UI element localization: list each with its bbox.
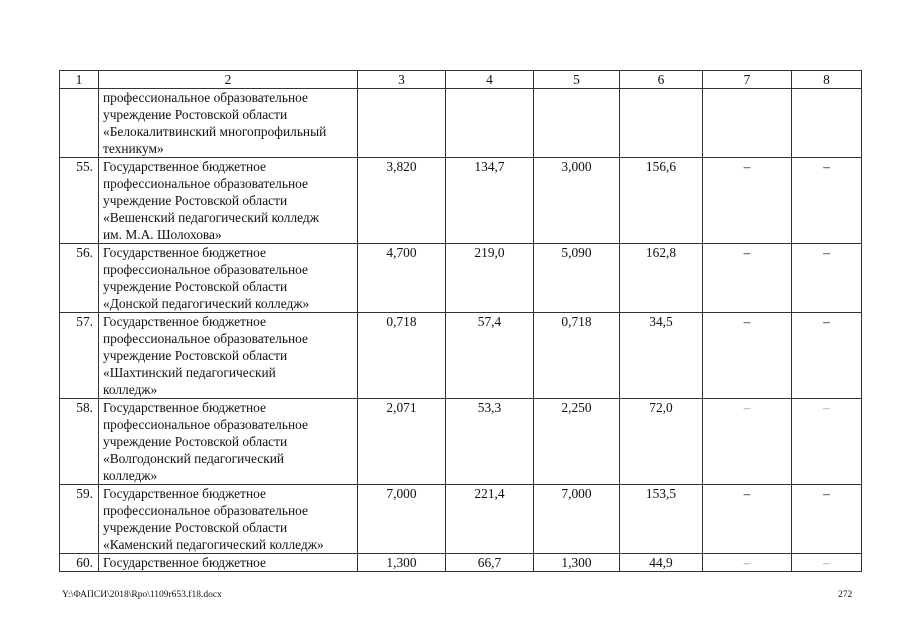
institution-name-cell: Государственное бюджетное профессиональное образовательное учреждение Ростовской области «Каменский педагогический колледж» <box>99 485 358 554</box>
value-cell: 4,700 <box>358 244 446 313</box>
dash-cell: – <box>792 399 862 485</box>
institution-name-cell: Государственное бюджетное профессиональное образовательное учреждение Ростовской области «Донской педагогический колледж» <box>99 244 358 313</box>
table-row <box>60 313 862 399</box>
value-cell <box>620 89 703 158</box>
value-cell: 162,8 <box>620 244 703 313</box>
column-header: 4 <box>446 71 534 89</box>
value-cell: 2,250 <box>534 399 620 485</box>
column-header: 8 <box>792 71 862 89</box>
value-cell: 57,4 <box>446 313 534 399</box>
dash-cell: – <box>703 244 792 313</box>
value-cell <box>534 89 620 158</box>
dash-cell: – <box>792 554 862 572</box>
institution-name-cell: профессиональное образовательное учреждение Ростовской области «Белокалитвинский многопрофильный техникум» <box>99 89 358 158</box>
table-row <box>60 158 862 244</box>
value-cell: 5,090 <box>534 244 620 313</box>
institution-name-cell: Государственное бюджетное профессиональное образовательное учреждение Ростовской области «Шахтинский педагогический колледж» <box>99 313 358 399</box>
value-cell <box>358 89 446 158</box>
value-cell: 1,300 <box>358 554 446 572</box>
value-cell: 3,820 <box>358 158 446 244</box>
dash-cell: – <box>703 554 792 572</box>
dash-cell: – <box>792 485 862 554</box>
row-number-cell: 55. <box>60 158 99 244</box>
value-cell: 156,6 <box>620 158 703 244</box>
value-cell: 2,071 <box>358 399 446 485</box>
value-cell: 44,9 <box>620 554 703 572</box>
value-cell: 219,0 <box>446 244 534 313</box>
budget-table <box>59 70 862 572</box>
value-cell <box>792 89 862 158</box>
table-row <box>60 244 862 313</box>
footer-file-path: Y:\ФАПСИ\2018\Rpo\1109r653.f18.docx <box>62 590 222 600</box>
value-cell: 153,5 <box>620 485 703 554</box>
row-number-cell: 58. <box>60 399 99 485</box>
dash-cell: – <box>703 399 792 485</box>
institution-name-cell: Государственное бюджетное <box>99 554 358 572</box>
dash-cell: – <box>703 485 792 554</box>
value-cell: 72,0 <box>620 399 703 485</box>
page-number: 272 <box>838 590 853 600</box>
value-cell: 221,4 <box>446 485 534 554</box>
column-header: 1 <box>60 71 99 89</box>
table-row <box>60 399 862 485</box>
row-number-cell: 60. <box>60 554 99 572</box>
column-header: 2 <box>99 71 358 89</box>
value-cell <box>703 89 792 158</box>
dash-cell: – <box>703 313 792 399</box>
value-cell: 66,7 <box>446 554 534 572</box>
dash-cell: – <box>792 244 862 313</box>
institution-name-cell: Государственное бюджетное профессиональное образовательное учреждение Ростовской области «Вешенский педагогический колледж им. М.А. Шолохова» <box>99 158 358 244</box>
value-cell: 7,000 <box>358 485 446 554</box>
row-number-cell: 57. <box>60 313 99 399</box>
header-row <box>60 71 862 89</box>
row-number-cell: 56. <box>60 244 99 313</box>
row-number-cell: 59. <box>60 485 99 554</box>
table-row <box>60 554 862 572</box>
table-row <box>60 485 862 554</box>
value-cell: 0,718 <box>358 313 446 399</box>
value-cell <box>446 89 534 158</box>
dash-cell: – <box>703 158 792 244</box>
value-cell: 134,7 <box>446 158 534 244</box>
column-header: 6 <box>620 71 703 89</box>
dash-cell: – <box>792 313 862 399</box>
dash-cell: – <box>792 158 862 244</box>
value-cell: 53,3 <box>446 399 534 485</box>
value-cell: 7,000 <box>534 485 620 554</box>
row-number-cell <box>60 89 99 158</box>
column-header: 3 <box>358 71 446 89</box>
value-cell: 3,000 <box>534 158 620 244</box>
column-header: 5 <box>534 71 620 89</box>
column-header: 7 <box>703 71 792 89</box>
institution-name-cell: Государственное бюджетное профессиональное образовательное учреждение Ростовской области «Волгодонский педагогический колледж» <box>99 399 358 485</box>
value-cell: 0,718 <box>534 313 620 399</box>
value-cell: 34,5 <box>620 313 703 399</box>
table-row-continuation <box>60 89 862 158</box>
value-cell: 1,300 <box>534 554 620 572</box>
